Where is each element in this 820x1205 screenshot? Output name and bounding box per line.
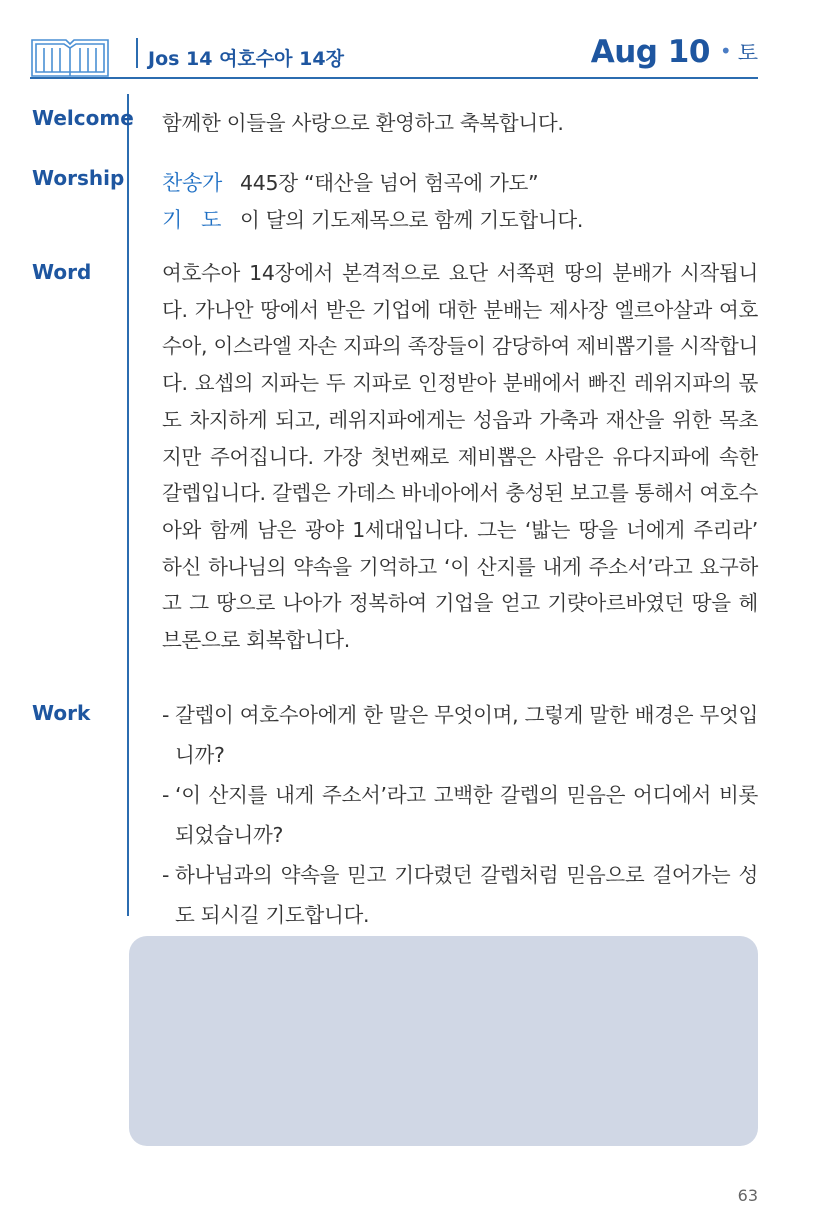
header-divider — [136, 38, 138, 68]
welcome-text: 함께한 이들을 사랑으로 환영하고 축복합니다. — [162, 111, 564, 135]
open-book-icon — [30, 32, 110, 78]
header-rule — [30, 77, 758, 79]
page-header — [30, 30, 758, 80]
prayer-text: 이 달의 기도제목으로 함께 기도합니다. — [240, 208, 584, 232]
scripture-reference: Jos 14 여호수아 14장 — [148, 48, 344, 70]
work-question-text: 갈렙이 여호수아에게 한 말은 무엇이며, 그렇게 말한 배경은 무엇입니까? — [175, 703, 758, 767]
hymn-text: 445장 “태산을 넘어 험곡에 가도” — [240, 171, 539, 195]
page-number: 63 — [737, 1186, 758, 1205]
hymn-row — [162, 166, 538, 197]
work-question-text: ‘이 산지를 내게 주소서’라고 고백한 갈렙의 믿음은 어디에서 비롯되었습니까? — [175, 783, 758, 847]
bullet-dash: - — [162, 863, 170, 887]
word-text: 여호수아 14장에서 본격적으로 요단 서쪽편 땅의 분배가 시작됩니다. 가나안 땅에서 받은 기업에 대한 분배는 제사장 엘르아살과 여호수아, 이스라엘 자손 지파의 족장들이 감당하여 제비뽑기를 시작합니다. 요셉의 지파는 두 지파로 인정받아 분배에서 빠진 레위지파의 몫도 차지하게 되고, 레위지파에게는 성읍과 가축과 재산을 위한 목초지만 주어집니다. 가장 첫번째로 제비뽑은 사람은 유다지파에 속한 갈렙입니다. 갈렙은 가데스 바네아에서 충성된 보고를 통해서 여호수아와 함께 남은 광야 1세대입니다. 그는 ‘밟는 땅을 너에게 주리라’ 하신 하나님의 약속을 기억하고 ‘이 산지를 내게 주소서’라고 요구하고 그 땅으로 나아가 정복하여 기업을 얻고 기럇아르바였던 땅을 헤브론으로 회복합니다. — [162, 261, 758, 653]
work-label: Work — [32, 701, 91, 725]
bullet-dash: - — [162, 703, 170, 727]
work-prayer-item — [162, 855, 758, 935]
welcome-label: Welcome — [32, 106, 134, 130]
date-block — [591, 34, 758, 70]
date-separator: • — [719, 39, 732, 63]
prayer-label: 기 도 — [162, 208, 222, 232]
weekday: 토 — [737, 41, 758, 65]
hymn-label: 찬송가 — [162, 171, 222, 195]
work-prayer-text: 하나님과의 약속을 믿고 기다렸던 갈렙처럼 믿음으로 걸어가는 성도 되시길 기도합니다. — [175, 863, 758, 927]
work-question-1 — [162, 695, 758, 775]
worship-label: Worship — [32, 166, 125, 190]
bullet-dash: - — [162, 783, 170, 807]
prayer-row — [162, 203, 583, 234]
memo-box[interactable] — [129, 936, 758, 1146]
work-question-2 — [162, 775, 758, 855]
word-label: Word — [32, 260, 92, 284]
label-column-rule — [127, 94, 129, 916]
date: Aug 10 — [590, 34, 710, 70]
